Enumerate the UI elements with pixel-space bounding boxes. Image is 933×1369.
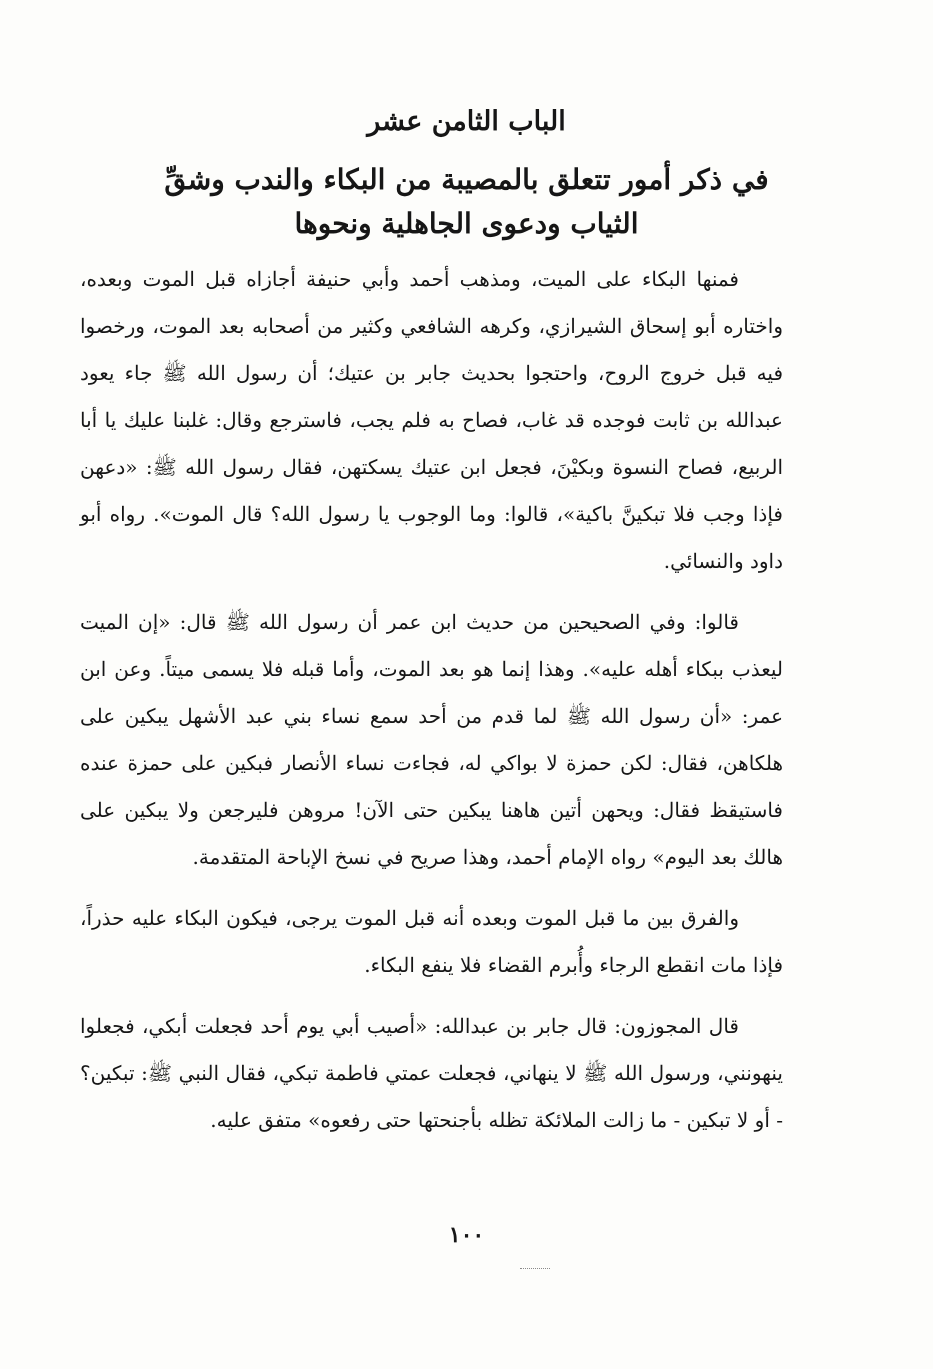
footer-rule [520, 1268, 550, 1269]
paragraph-weeping-rulings: فمنها البكاء على الميت، ومذهب أحمد وأبي حنيفة أجازاه قبل الموت وبعده، واختاره أبو إسحاق الشيرازي، وكرهه الشافعي وكثير من أصحابه بعد الموت، ورخصوا فيه قبل خروج الروح، واحتجوا بحديث جابر بن عتيك؛ أن رسول الله ﷺ جاء يعود عبدالله بن ثابت فوجده قد غاب، فصاح به فلم يجب، فاسترجع وقال: غلبنا عليك يا أبا الربيع، فصاح النسوة وبكيْنَ، فجعل ابن عتيك يسكتهن، فقال رسول الله ﷺ: «دعهن فإذا وجب فلا تبكينَّ باكية»، قالوا: وما الوجوب يا رسول الله؟ قال الموت». رواه أبو داود والنسائي. [80, 267, 783, 573]
paragraph-jabir-hadith: قال المجوزون: قال جابر بن عبدالله: «أصيب أبي يوم أحد فجعلت أبكي، فجعلوا ينهونني، ورسول الله ﷺ لا ينهاني، فجعلت عمتي فاطمة تبكي، فقال النبي ﷺ: تبكين؟ - أو لا تبكين - ما زالت الملائكة تظله بأجنحتها حتى رفعوه» متفق عليه. [80, 1014, 783, 1132]
body-text [80, 256, 783, 1144]
paragraph-before-after-death: والفرق بين ما قبل الموت وبعده أنه قبل الموت يرجى، فيكون البكاء عليه حذراً، فإذا مات انقطع الرجاء وأُبرم القضاء فلا ينفع البكاء. [80, 906, 783, 977]
page-number: ١٠٠ [448, 1222, 485, 1248]
chapter-title: في ذكر أمور تتعلق بالمصيبة من البكاء والندب وشقِّ الثياب ودعوى الجاهلية ونحوها [164, 163, 769, 240]
chapter-label: الباب الثامن عشر [367, 106, 566, 137]
paragraph-ibn-umar-hadith: قالوا: وفي الصحيحين من حديث ابن عمر أن رسول الله ﷺ قال: «إن الميت ليعذب ببكاء أهله عليه». وهذا إنما هو بعد الموت، وأما قبله فلا يسمى ميتاً. وعن ابن عمر: «أن رسول الله ﷺ لما قدم من أحد سمع نساء بني عبد الأشهل يبكين على هلكاهن، فقال: لكن حمزة لا بواكي له، فجاءت نساء الأنصار فبكين على حمزة عنده فاستيقظ فقال: ويحهن أتين هاهنا يبكين حتى الآن! مروهن فليرجعن ولا يبكين على هالك بعد اليوم» رواه الإمام أحمد، وهذا صريح في نسخ الإباحة المتقدمة. [80, 610, 783, 869]
